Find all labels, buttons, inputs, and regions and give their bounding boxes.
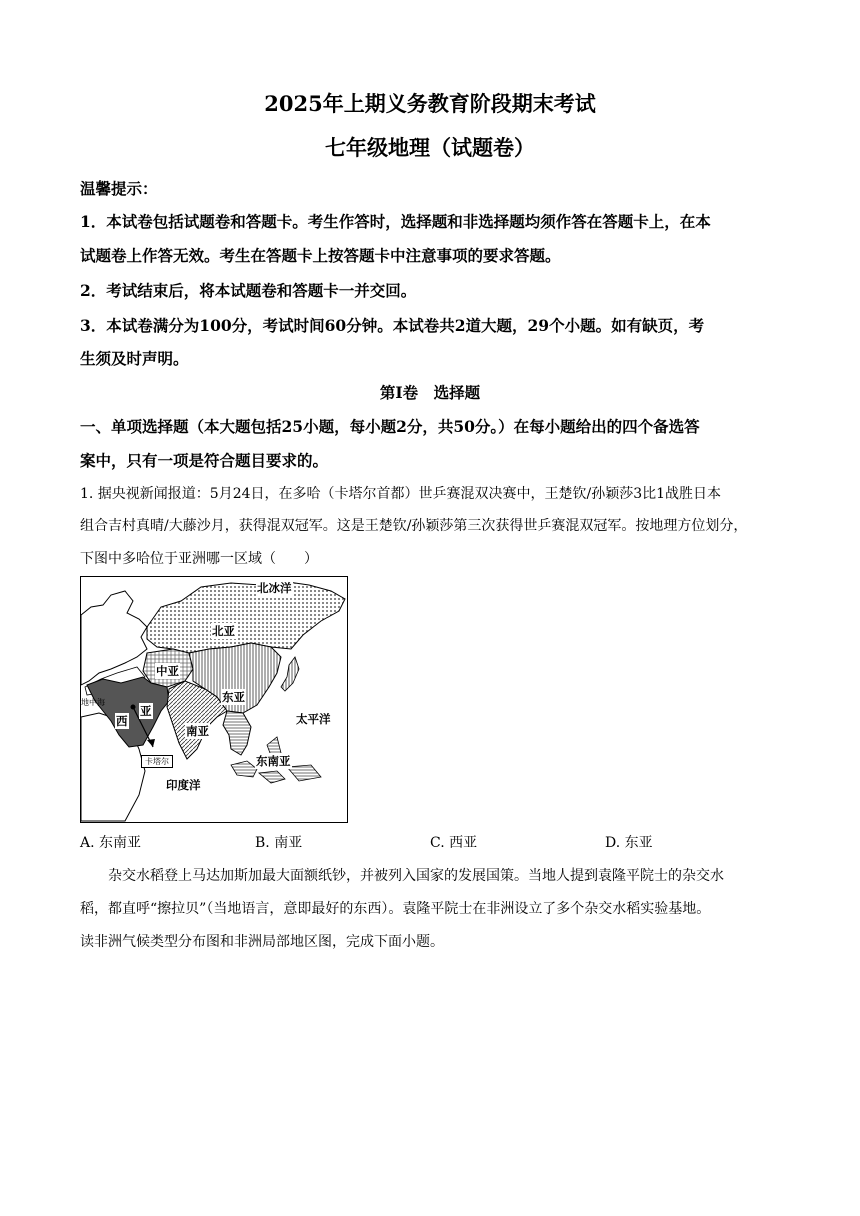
- map-label-arctic-ocean: 北冰洋: [257, 581, 292, 595]
- map-label-west-asia-char1: 西: [116, 714, 128, 728]
- part1-instruction-line1: 一、单项选择题（本大题包括25小题，每小题2分，共50分。）在每小题给出的四个备选答: [80, 417, 700, 436]
- passage-line2: 稻，都直呼“擦拉贝”（当地语言，意即最好的东西）。袁隆平院士在非洲设立了多个杂交水稻实验基地。: [80, 901, 711, 917]
- question-1-line2: 组合吉村真晴/大藤沙月，获得混双冠军。这是王楚钦/孙颖莎第三次获得世乒赛混双冠军。按地理方位划分，: [80, 518, 748, 534]
- map-label-south-asia: 南亚: [186, 724, 209, 738]
- question-1-line1: 1. 据央视新闻报道：5月24日，在多哈（卡塔尔首都）世乒赛混双决赛中，王楚钦/孙颖莎3比1战胜日本: [80, 486, 722, 502]
- passage-line1: 杂交水稻登上马达加斯加最大面额纸钞，并被列入国家的发展国策。当地人提到袁隆平院士的杂交水: [108, 868, 724, 884]
- map-label-east-asia: 东亚: [222, 690, 245, 704]
- map-label-southeast-asia: 东南亚: [256, 754, 291, 768]
- map-label-mediterranean: 地中海: [81, 698, 105, 707]
- passage-line3: 读非洲气候类型分布图和非洲局部地区图，完成下面小题。: [80, 934, 444, 950]
- option-c[interactable]: C. 西亚: [430, 835, 478, 851]
- option-a[interactable]: A. 东南亚: [80, 835, 142, 851]
- map-label-indian-ocean: 印度洋: [166, 778, 201, 792]
- notice-item-3-line1: 3．本试卷满分为100分，考试时间60分钟。本试卷共2道大题，29个小题。如有缺页，考: [80, 316, 705, 335]
- map-label-pacific-ocean: 太平洋: [296, 712, 331, 726]
- option-b[interactable]: B. 南亚: [255, 835, 303, 851]
- map-label-qatar: 卡塔尔: [141, 755, 173, 768]
- exam-subtitle: 七年级地理（试题卷）: [325, 135, 535, 160]
- option-d[interactable]: D. 东亚: [605, 835, 653, 851]
- notice-item-1-line2: 试题卷上作答无效。考生在答题卡上按答题卡中注意事项的要求答题。: [80, 246, 561, 265]
- map-label-north-asia: 北亚: [212, 624, 235, 638]
- map-label-central-asia: 中亚: [156, 664, 179, 678]
- question-1-line3: 下图中多哈位于亚洲哪一区域（ ）: [80, 551, 318, 567]
- exam-title: 2025年上期义务教育阶段期末考试: [264, 91, 596, 116]
- part1-instruction-line2: 案中，只有一项是符合题目要求的。: [80, 451, 329, 470]
- notice-item-1-line1: 1．本试卷包括试题卷和答题卡。考生作答时，选择题和非选择题均须作答在答题卡上，在本: [80, 212, 711, 231]
- asia-regions-map: [80, 576, 348, 823]
- notice-item-2: 2．考试结束后，将本试题卷和答题卡一并交回。: [80, 281, 417, 300]
- volume-title: 第Ⅰ卷 选择题: [379, 383, 481, 402]
- notice-item-3-line2: 生须及时声明。: [80, 349, 189, 368]
- notice-heading: 温馨提示：: [80, 179, 158, 198]
- asia-map-drawing: [81, 577, 347, 822]
- map-label-west-asia-char2: 亚: [140, 704, 152, 718]
